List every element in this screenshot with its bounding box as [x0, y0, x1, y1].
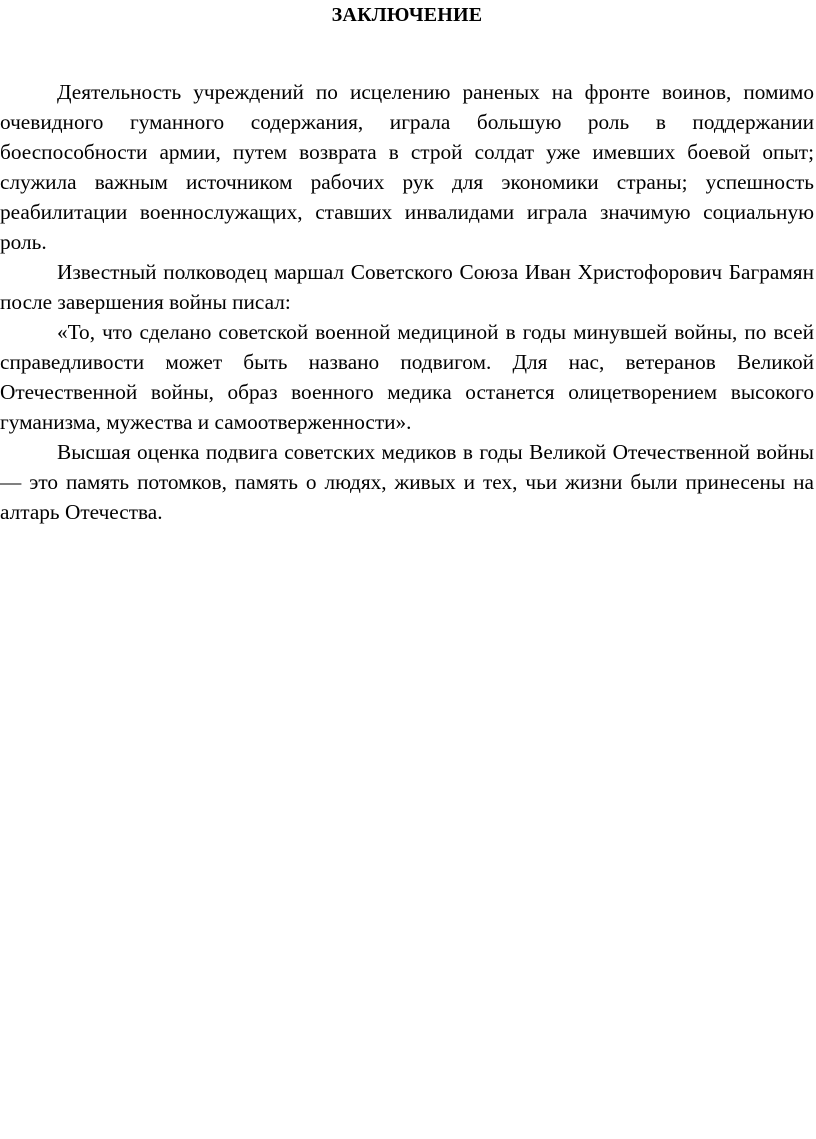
- document-content: [0, 4, 814, 527]
- paragraph-rehabilitation-role: Деятельность учреждений по исцелению раненых на фронте воинов, помимо очевидного гуманного содержания, играла большую роль в поддержании боеспособности армии, путем возврата в строй солдат уже имевших боевой опыт; служила важным источником рабочих рук для экономики страны; успешность реабилитации военнослужащих, ставших инвалидами играла значимую социальную роль.: [0, 80, 814, 254]
- paragraph-highest-assessment: Высшая оценка подвига советских медиков в годы Великой Отечественной войны — это память потомков, память о людях, живых и тех, чьи жизни были принесены на алтарь Отечества.: [0, 440, 814, 524]
- paragraph-bagramyan-quote: «То, что сделано советской военной медициной в годы минувшей войны, по всей справедливости может быть названо подвигом. Для нас, ветеранов Великой Отечественной войны, образ военного медика останется олицетворением высокого гуманизма, мужества и самоотверженности».: [0, 320, 814, 434]
- paragraph-bagramyan-intro: Известный полководец маршал Советского Союза Иван Христофорович Баграмян после завершения войны писал:: [0, 260, 814, 314]
- document-body: [0, 77, 814, 527]
- page-title: ЗАКЛЮЧЕНИЕ: [331, 4, 483, 26]
